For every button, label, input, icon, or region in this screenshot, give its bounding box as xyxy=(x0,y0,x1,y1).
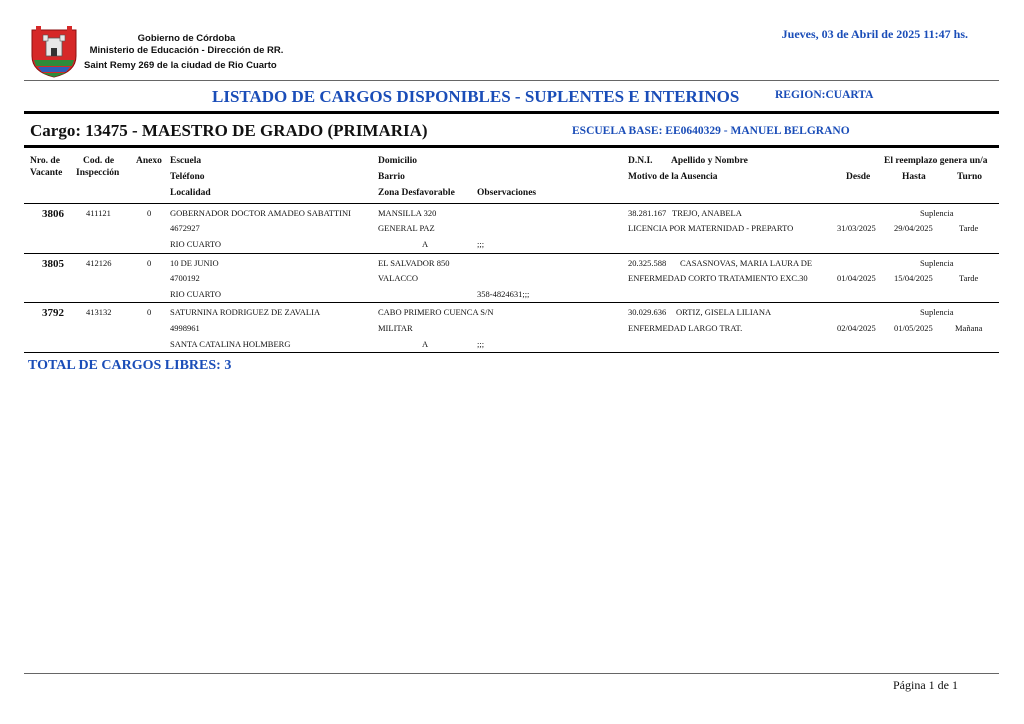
row-localidad: RIO CUARTO xyxy=(170,239,222,249)
region-label: REGION:CUARTA xyxy=(775,89,874,101)
row-nombre: CASASNOVAS, MARIA LAURA DE xyxy=(680,258,813,268)
org-address: Saint Remy 269 de la ciudad de Rio Cuarto xyxy=(84,60,277,71)
col-domicilio: Domicilio xyxy=(378,156,418,166)
org-government: Gobierno de Córdoba xyxy=(137,33,236,44)
escuela-base: ESCUELA BASE: EE0640329 - MANUEL BELGRANO xyxy=(572,125,850,137)
col-barrio: Barrio xyxy=(378,172,405,182)
col-reemplazo: El reemplazo genera un/a xyxy=(884,156,988,166)
row-telefono: 4672927 xyxy=(170,223,200,233)
report-title: LISTADO DE CARGOS DISPONIBLES - SUPLENTES E INTERINOS xyxy=(212,87,740,106)
row-hasta: 29/04/2025 xyxy=(894,223,933,233)
row-separator xyxy=(24,253,999,254)
col-apellido: Apellido y Nombre xyxy=(671,156,748,166)
row-zona: A xyxy=(422,239,429,249)
cargo-divider xyxy=(24,145,999,148)
page-number: Página 1 de 1 xyxy=(893,678,958,692)
row-barrio: GENERAL PAZ xyxy=(378,223,435,233)
row-tipo: Suplencia xyxy=(920,208,954,218)
footer-divider xyxy=(24,673,999,674)
col-turno: Turno xyxy=(957,172,982,182)
col-localidad: Localidad xyxy=(170,188,211,198)
col-anexo: Anexo xyxy=(136,156,162,166)
row-motivo: ENFERMEDAD CORTO TRATAMIENTO EXC.30 xyxy=(628,273,808,283)
report-date: Jueves, 03 de Abril de 2025 11:47 hs. xyxy=(781,27,968,41)
row-zona: A xyxy=(422,339,429,349)
row-desde: 01/04/2025 xyxy=(837,273,876,283)
row-hasta: 01/05/2025 xyxy=(894,323,933,333)
title-divider xyxy=(24,111,999,114)
col-nro-1: Nro. de xyxy=(30,156,60,166)
row-nro: 3792 xyxy=(42,307,64,319)
row-escuela: 10 DE JUNIO xyxy=(170,258,219,268)
row-turno: Mañana xyxy=(955,323,983,333)
col-nro-2: Vacante xyxy=(30,168,63,178)
col-dni: D.N.I. xyxy=(628,156,653,166)
row-turno: Tarde xyxy=(959,273,979,283)
col-observaciones: Observaciones xyxy=(477,188,537,198)
row-anexo: 0 xyxy=(147,208,152,218)
row-dni: 30.029.636 xyxy=(628,307,667,317)
row-dni: 20.325.588 xyxy=(628,258,667,268)
cordoba-coat-of-arms-logo xyxy=(28,24,80,78)
row-observaciones: ;;; xyxy=(477,339,485,349)
row-motivo: LICENCIA POR MATERNIDAD - PREPARTO xyxy=(628,223,794,233)
col-motivo: Motivo de la Ausencia xyxy=(628,172,718,182)
col-escuela: Escuela xyxy=(170,156,202,166)
row-turno: Tarde xyxy=(959,223,979,233)
row-dni: 38.281.167 xyxy=(628,208,667,218)
row-escuela: SATURNINA RODRIGUEZ DE ZAVALIA xyxy=(170,307,321,317)
row-hasta: 15/04/2025 xyxy=(894,273,933,283)
row-barrio: MILITAR xyxy=(378,323,413,333)
organization-block xyxy=(84,33,289,72)
row-motivo: ENFERMEDAD LARGO TRAT. xyxy=(628,323,743,333)
row-anexo: 0 xyxy=(147,307,152,317)
col-zona: Zona Desfavorable xyxy=(378,188,455,198)
row-localidad: SANTA CATALINA HOLMBERG xyxy=(170,339,291,349)
row-domicilio: MANSILLA 320 xyxy=(378,208,437,218)
row-cod: 412126 xyxy=(86,258,112,268)
row-tipo: Suplencia xyxy=(920,258,954,268)
row-desde: 02/04/2025 xyxy=(837,323,876,333)
row-desde: 31/03/2025 xyxy=(837,223,876,233)
row-nro: 3805 xyxy=(42,258,64,270)
row-domicilio: EL SALVADOR 850 xyxy=(378,258,450,268)
total-cargos: TOTAL DE CARGOS LIBRES: 3 xyxy=(28,358,232,373)
col-telefono: Teléfono xyxy=(170,172,205,182)
col-desde: Desde xyxy=(846,172,871,182)
row-domicilio: CABO PRIMERO CUENCA S/N xyxy=(378,307,494,317)
col-cod-2: Inspección xyxy=(76,168,120,178)
table-bottom-rule xyxy=(24,352,999,353)
cargo-heading: Cargo: 13475 - MAESTRO DE GRADO (PRIMARIA) xyxy=(30,121,428,140)
row-nombre: ORTIZ, GISELA LILIANA xyxy=(676,307,772,317)
header-rule xyxy=(24,203,999,204)
row-tipo: Suplencia xyxy=(920,307,954,317)
org-ministry: Ministerio de Educación - Dirección de RR. xyxy=(89,45,284,56)
col-cod-1: Cod. de xyxy=(83,156,115,166)
row-barrio: VALACCO xyxy=(378,273,418,283)
row-localidad: RIO CUARTO xyxy=(170,289,222,299)
row-telefono: 4998961 xyxy=(170,323,200,333)
row-nro: 3806 xyxy=(42,208,64,220)
row-separator xyxy=(24,302,999,303)
row-anexo: 0 xyxy=(147,258,152,268)
row-cod: 411121 xyxy=(86,208,111,218)
row-observaciones: ;;; xyxy=(477,239,485,249)
row-observaciones: 358-4824631;;; xyxy=(477,289,530,299)
header-divider xyxy=(24,80,999,81)
col-hasta: Hasta xyxy=(902,172,926,182)
row-cod: 413132 xyxy=(86,307,112,317)
row-escuela: GOBERNADOR DOCTOR AMADEO SABATTINI xyxy=(170,208,351,218)
row-nombre: TREJO, ANABELA xyxy=(672,208,742,218)
row-telefono: 4700192 xyxy=(170,273,200,283)
